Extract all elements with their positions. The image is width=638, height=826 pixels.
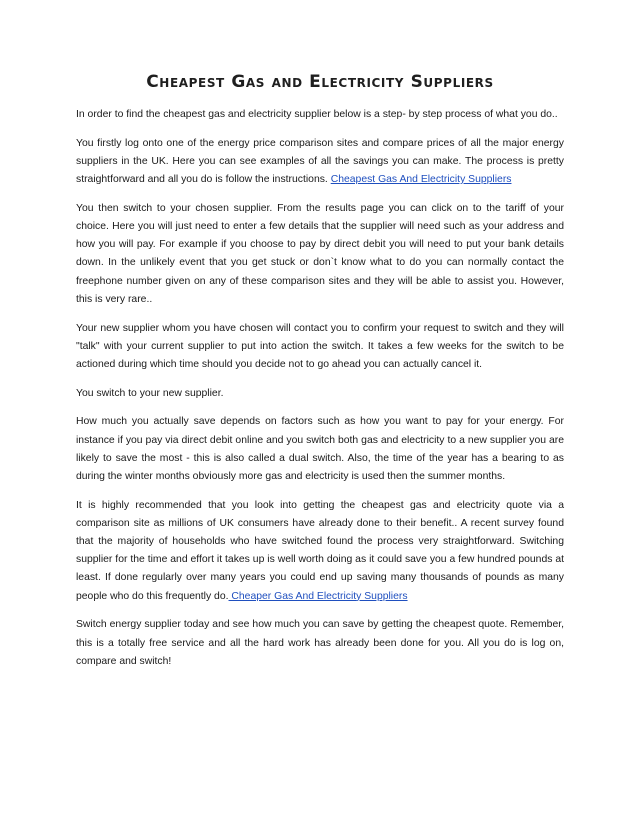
link-cheaper-gas-and-electricity-suppliers[interactable]: Cheaper Gas And Electricity Suppliers	[228, 590, 408, 602]
paragraph-call-to-action	[76, 616, 564, 671]
paragraph-new-supplier-contact	[76, 320, 564, 375]
paragraph-text: You switch to your new supplier.	[76, 387, 224, 399]
paragraph-text: In order to find the cheapest gas and electricity supplier below is a step- by step process of what you do..	[76, 109, 558, 120]
paragraph-text: You firstly log onto one of the energy price comparison sites and compare prices of all the major energy suppliers in the UK. Here you can see examples of all the savings you can make. The process is pretty straightforward and all you do is follow the instructions.	[76, 137, 564, 186]
document-page	[76, 72, 564, 681]
paragraph-savings-factors	[76, 413, 564, 486]
paragraph-comparison-sites	[76, 135, 564, 190]
document-title: Cheapest Gas and Electricity Suppliers	[146, 72, 494, 92]
paragraph-text: How much you actually save depends on factors such as how you want to pay for your energy. For instance if you pay via direct debit online and you switch both gas and electricity to a new supplier you are likely to save the most - this is also called a dual switch. Also, the time of the year has a bearing to as during the winter months obviously more gas and electricity is used then the summer months.	[76, 416, 564, 482]
paragraph-text: It is highly recommended that you look into getting the cheapest gas and electricity quote via a comparison site as millions of UK consumers have already done to their benefit.. A recent survey found that the majority of households who have switched found the process very straightforward. Switching supplier for the time and effort it takes up is well worth doing as it could save you a few hundred pounds at least. If done regularly over many years you could end up saving many thousands of pounds as many people who do this frequently do.	[76, 499, 564, 602]
paragraph-text: Switch energy supplier today and see how much you can save by getting the cheapest quote. Remember, this is a totally free service and all the hard work has already been done for you. All you do is log on, compare and switch!	[76, 619, 564, 667]
paragraph-text: You then switch to your chosen supplier. From the results page you can click on to the tariff of your choice. Here you will just need to enter a few details that the supplier will need such as your address and how you will pay. For example if you choose to pay by direct debit you will need to put your bank details down. In the unlikely event that you get stuck or don`t know what to do you can normally contact the freephone number given on any of these comparison sites and they will be able to assist you. However, this is very rare..	[76, 202, 564, 305]
link-cheapest-gas-and-electricity-suppliers[interactable]: Cheapest Gas And Electricity Suppliers	[330, 174, 512, 186]
paragraph-switch-supplier	[76, 200, 564, 309]
paragraph-text: Your new supplier whom you have chosen will contact you to confirm your request to switch and they will "talk" with your current supplier to put into action the switch. It takes a few weeks for the switch to be actioned during which time should you decide not to go ahead you can actually cancel it.	[76, 322, 564, 370]
paragraph-intro	[76, 106, 564, 124]
paragraph-switch-complete	[76, 385, 564, 403]
paragraph-recommendation	[76, 497, 564, 606]
